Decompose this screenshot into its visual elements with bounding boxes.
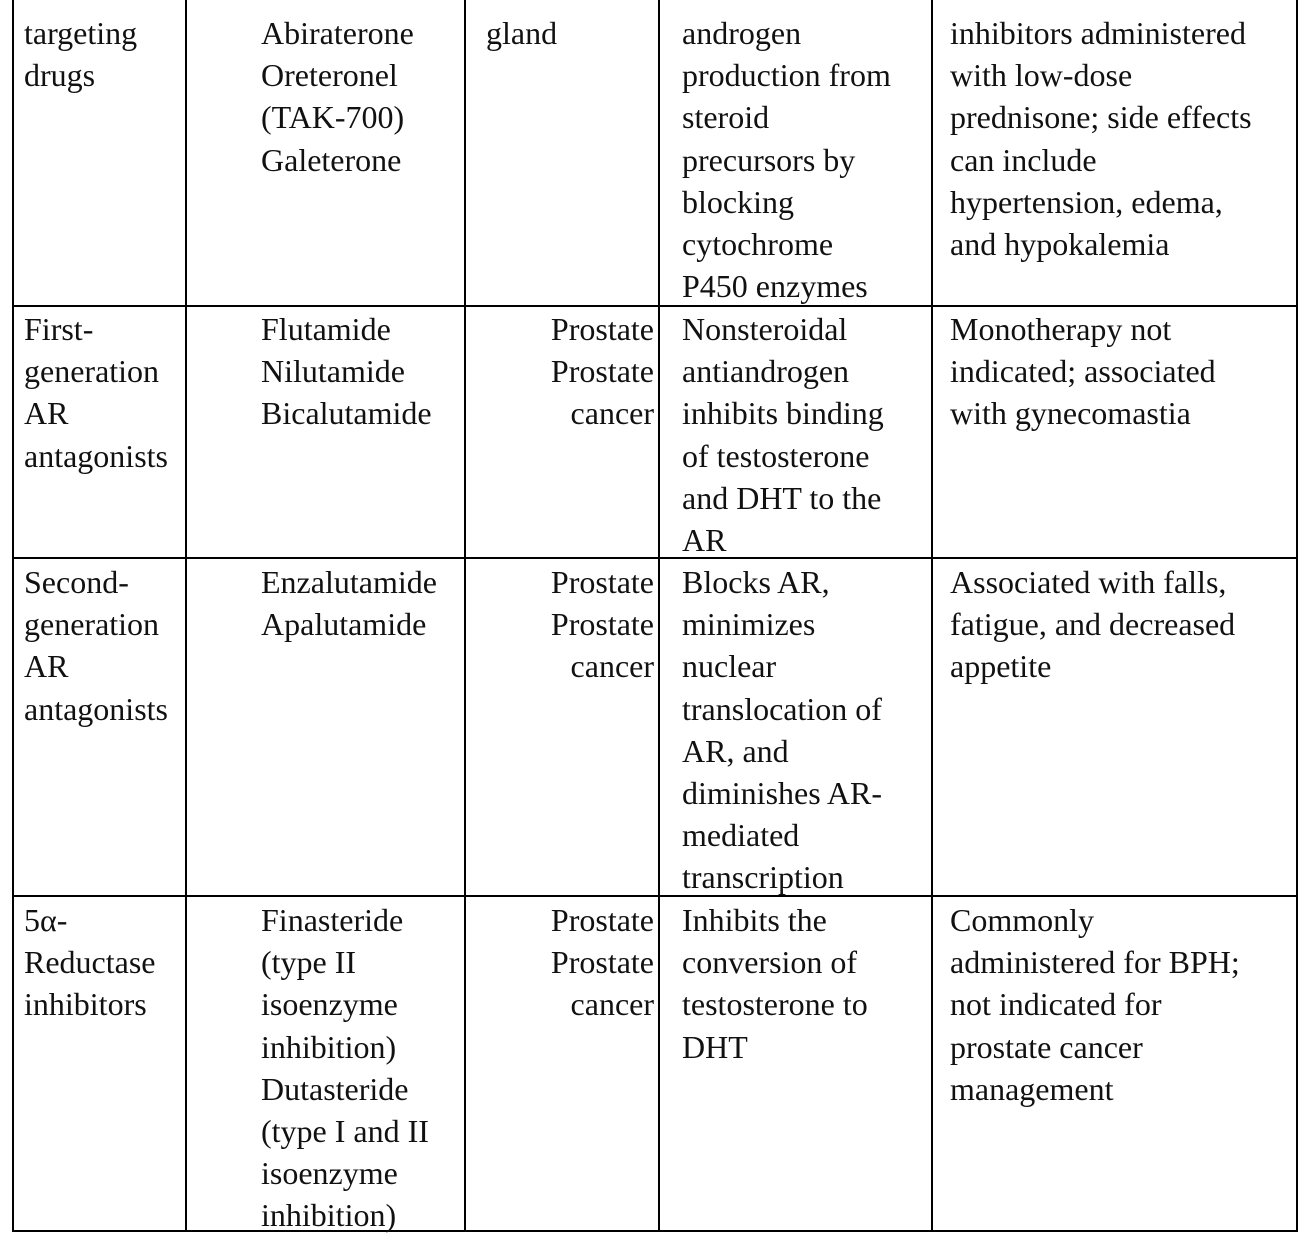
table-cell-mechanism: androgen production from steroid precursors by blocking cytochrome P450 enzymes [682,15,891,305]
table-cell-agents: Enzalutamide Apalutamide [261,564,437,643]
table-cell-category: 5α- Reductase inhibitors [24,902,156,1023]
table-cell-target: Prostate Prostate cancer [550,564,654,685]
table-cell-agents: Flutamide Nilutamide Bicalutamide [261,311,432,432]
row-rule [12,557,1298,559]
table-cell-target: Prostate Prostate cancer [550,311,654,432]
table-cell-notes: Monotherapy not indicated; associated with gynecomastia [950,311,1216,432]
column-rule [464,0,466,1232]
column-rule [1296,0,1298,1232]
column-rule [185,0,187,1232]
row-rule [12,1230,1298,1232]
row-rule [12,895,1298,897]
table-cell-mechanism: Blocks AR, minimizes nuclear translocation of AR, and diminishes AR- mediated transcription [682,564,883,896]
table-cell-notes: Commonly administered for BPH; not indicated for prostate cancer management [950,902,1240,1107]
table-cell-notes: Associated with falls, fatigue, and decreased appetite [950,564,1236,685]
column-rule [931,0,933,1232]
table-cell-category: First- generation AR antagonists [24,311,168,474]
table-cell-target: Prostate Prostate cancer [550,902,654,1023]
table-cell-category: targeting drugs [24,15,138,94]
table-cell-agents: Abiraterone Oreteronel (TAK-700) Galeterone [261,15,414,178]
table-cell-mechanism: Nonsteroidal antiandrogen inhibits binding of testosterone and DHT to the AR [682,311,884,559]
table-cell-notes: inhibitors administered with low-dose prednisone; side effects can include hypertension, edema, and hypokalemia [950,15,1252,263]
row-rule [12,305,1298,307]
table-cell-mechanism: Inhibits the conversion of testosterone to DHT [682,902,868,1065]
column-rule [12,0,14,1232]
table-cell-category: Second- generation AR antagonists [24,564,168,727]
table-cell-agents: Finasteride (type II isoenzyme inhibition) Dutasteride (type I and II isoenzyme inhibition) [261,902,429,1234]
table-cell-target: gland [486,15,558,51]
column-rule [658,0,660,1232]
